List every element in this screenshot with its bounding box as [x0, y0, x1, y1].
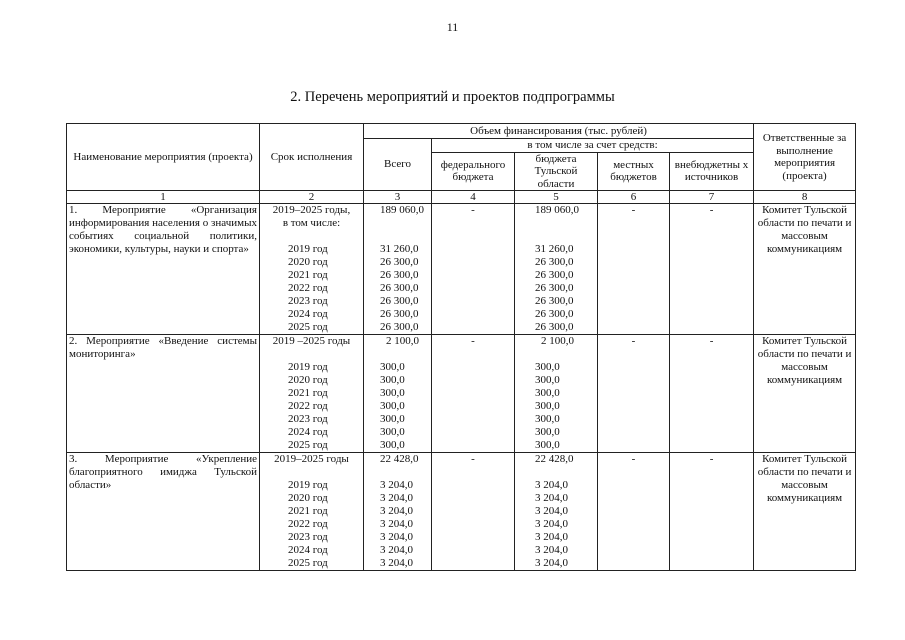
year-regional-value: 300,0	[535, 439, 560, 451]
header-federal: федерального бюджета	[432, 152, 515, 191]
year-label: 2021 год	[288, 269, 328, 281]
year-total-value: 300,0	[380, 426, 405, 438]
year-regional-value: 3 204,0	[535, 505, 568, 517]
total-cell	[364, 335, 432, 453]
local-value: -	[598, 453, 670, 571]
total-value: 22 428,0	[380, 453, 419, 465]
year-regional-value: 3 204,0	[535, 479, 568, 491]
year-label: 2022 год	[288, 518, 328, 530]
column-number: 5	[515, 191, 598, 204]
year-regional-value: 300,0	[535, 374, 560, 386]
column-number: 6	[598, 191, 670, 204]
year-label: 2023 год	[288, 295, 328, 307]
year-regional-value: 300,0	[535, 426, 560, 438]
year-total-value: 3 204,0	[380, 531, 413, 543]
page-number: 11	[446, 20, 459, 34]
term-cell	[260, 204, 364, 335]
year-total-value: 300,0	[380, 400, 405, 412]
year-label: 2019 год	[288, 243, 328, 255]
responsible-party: Комитет Тульской области по печати и массовым коммуникациям	[754, 335, 856, 453]
local-value: -	[598, 335, 670, 453]
header-name: Наименование мероприятия (проекта)	[67, 124, 260, 191]
regional-value: 2 100,0	[541, 335, 574, 347]
header-funding: Объем финансирования (тыс. рублей)	[364, 124, 754, 139]
column-number: 1	[67, 191, 260, 204]
activities-table	[66, 123, 856, 571]
extrabudget-value: -	[670, 335, 754, 453]
column-number: 3	[364, 191, 432, 204]
year-label: 2025 год	[288, 557, 328, 569]
federal-value: -	[432, 204, 515, 335]
year-label: 2021 год	[288, 505, 328, 517]
total-cell	[364, 204, 432, 335]
regional-cell	[515, 335, 598, 453]
federal-value: -	[432, 335, 515, 453]
activity-name: 3. Мероприятие «Укрепление благоприятного имиджа Тульской области»	[67, 453, 260, 571]
header-term: Срок исполнения	[260, 124, 364, 191]
term-cell	[260, 335, 364, 453]
year-regional-value: 26 300,0	[535, 269, 574, 281]
header-responsible: Ответственные за выполнение мероприятия (проекта)	[754, 124, 856, 191]
total-value: 189 060,0	[380, 204, 424, 216]
year-label: 2022 год	[288, 282, 328, 294]
term-period: 2019–2025 годы,	[272, 204, 351, 216]
year-total-value: 31 260,0	[380, 243, 419, 255]
extrabudget-value: -	[670, 204, 754, 335]
header-total: Всего	[364, 139, 432, 191]
year-label: 2024 год	[288, 308, 328, 320]
column-number: 7	[670, 191, 754, 204]
year-total-value: 26 300,0	[380, 269, 419, 281]
year-total-value: 300,0	[380, 413, 405, 425]
year-label: 2022 год	[288, 400, 328, 412]
activity-name: 2. Мероприятие «Введение системы мониторинга»	[67, 335, 260, 453]
header-local: местных бюджетов	[598, 152, 670, 191]
year-total-value: 3 204,0	[380, 557, 413, 569]
term-period: 2019–2025 годы	[274, 453, 349, 465]
year-total-value: 3 204,0	[380, 518, 413, 530]
year-label: 2020 год	[288, 492, 328, 504]
year-regional-value: 300,0	[535, 361, 560, 373]
local-value: -	[598, 204, 670, 335]
year-label: 2025 год	[288, 321, 328, 333]
header-regional: бюджета Тульской области	[515, 152, 598, 191]
year-regional-value: 300,0	[535, 413, 560, 425]
year-regional-value: 26 300,0	[535, 282, 574, 294]
year-label: 2020 год	[288, 374, 328, 386]
table-row	[67, 204, 856, 335]
year-total-value: 3 204,0	[380, 544, 413, 556]
header-including: в том числе за счет средств:	[432, 139, 754, 153]
column-number: 2	[260, 191, 364, 204]
year-regional-value: 3 204,0	[535, 492, 568, 504]
regional-cell	[515, 453, 598, 571]
term-period: 2019 –2025 годы	[272, 335, 351, 347]
year-regional-value: 26 300,0	[535, 321, 574, 333]
year-label: 2024 год	[288, 426, 328, 438]
regional-value: 22 428,0	[535, 453, 574, 465]
year-regional-value: 300,0	[535, 400, 560, 412]
table-row	[67, 335, 856, 453]
year-regional-value: 26 300,0	[535, 256, 574, 268]
year-label: 2024 год	[288, 544, 328, 556]
year-label: 2019 год	[288, 479, 328, 491]
extrabudget-value: -	[670, 453, 754, 571]
year-regional-value: 300,0	[535, 387, 560, 399]
responsible-party: Комитет Тульской области по печати и массовым коммуникациям	[754, 453, 856, 571]
year-total-value: 26 300,0	[380, 295, 419, 307]
column-number: 8	[754, 191, 856, 204]
total-cell	[364, 453, 432, 571]
table-row	[67, 453, 856, 571]
year-total-value: 26 300,0	[380, 256, 419, 268]
regional-cell	[515, 204, 598, 335]
year-total-value: 300,0	[380, 439, 405, 451]
year-label: 2025 год	[288, 439, 328, 451]
year-total-value: 300,0	[380, 374, 405, 386]
year-label: 2023 год	[288, 413, 328, 425]
term-including: в том числе:	[282, 217, 341, 229]
year-label: 2019 год	[288, 361, 328, 373]
year-regional-value: 3 204,0	[535, 544, 568, 556]
year-regional-value: 26 300,0	[535, 295, 574, 307]
year-regional-value: 3 204,0	[535, 557, 568, 569]
column-number: 4	[432, 191, 515, 204]
regional-value: 189 060,0	[535, 204, 579, 216]
year-total-value: 26 300,0	[380, 308, 419, 320]
column-numbers-row	[67, 191, 856, 204]
header-extrabudget: внебюджетны х источников	[670, 152, 754, 191]
year-regional-value: 3 204,0	[535, 518, 568, 530]
year-total-value: 26 300,0	[380, 282, 419, 294]
total-value: 2 100,0	[386, 335, 419, 347]
activity-name: 1. Мероприятие «Организация информирования населения о значимых событиях социальной политики, экономики, культуры, науки и спорта»	[67, 204, 260, 335]
year-regional-value: 31 260,0	[535, 243, 574, 255]
section-title: 2. Перечень мероприятий и проектов подпрограммы	[290, 89, 615, 105]
year-total-value: 300,0	[380, 387, 405, 399]
year-label: 2023 год	[288, 531, 328, 543]
year-regional-value: 26 300,0	[535, 308, 574, 320]
year-total-value: 3 204,0	[380, 492, 413, 504]
year-label: 2021 год	[288, 387, 328, 399]
year-total-value: 26 300,0	[380, 321, 419, 333]
year-total-value: 3 204,0	[380, 479, 413, 491]
year-regional-value: 3 204,0	[535, 531, 568, 543]
responsible-party: Комитет Тульской области по печати и массовым коммуникациям	[754, 204, 856, 335]
year-total-value: 300,0	[380, 361, 405, 373]
federal-value: -	[432, 453, 515, 571]
term-cell	[260, 453, 364, 571]
year-total-value: 3 204,0	[380, 505, 413, 517]
year-label: 2020 год	[288, 256, 328, 268]
